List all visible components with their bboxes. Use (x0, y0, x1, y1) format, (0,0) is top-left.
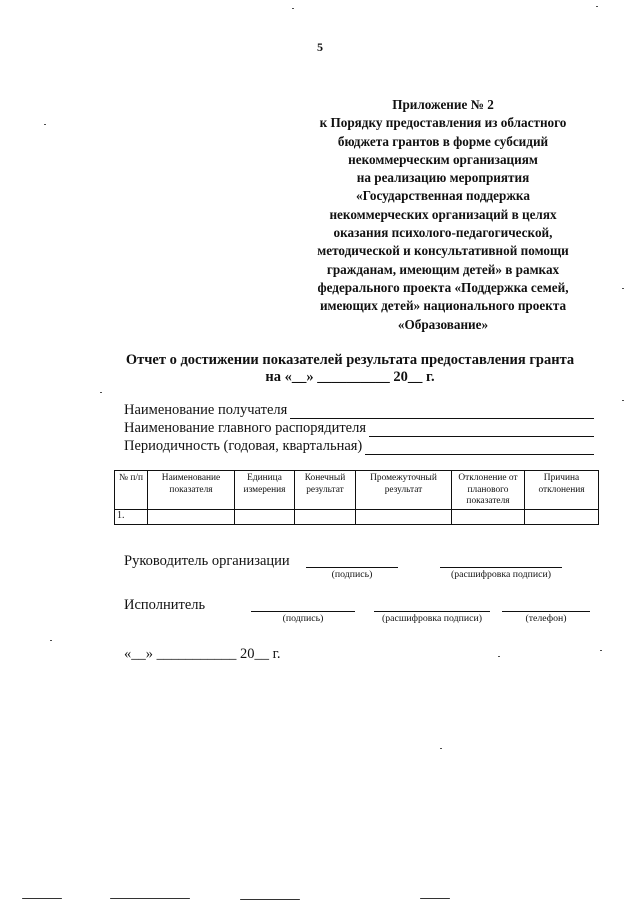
table-cell[interactable] (148, 510, 235, 525)
recipient-label: Наименование получателя (124, 402, 288, 418)
indicators-table (114, 470, 599, 525)
appendix-line: федерального проекта «Поддержка семей, (317, 279, 569, 295)
head-decoding-caption: (расшифровка подписи) (450, 569, 551, 580)
appendix-line: Приложение № 2 (392, 97, 494, 112)
column-header: Отклонение от планового показателя (452, 471, 525, 510)
executor-decoding-caption: (расшифровка подписи) (381, 613, 482, 624)
scan-speck (498, 656, 500, 657)
date-line: «__» ___________ 20__ г. (124, 646, 281, 662)
report-title-line: Отчет о достижении показателей результата предоставления гранта (125, 352, 575, 368)
head-label: Руководитель организации (124, 553, 290, 569)
appendix-line: некоммерческих организаций в целях (329, 206, 557, 222)
head-signature-caption: (подпись) (331, 569, 373, 580)
main-manager-input-line[interactable] (369, 422, 594, 437)
appendix-line: «Государственная поддержка (356, 188, 530, 204)
head-signature-line[interactable] (306, 567, 398, 568)
appendix-line: методической и консультативной помощи (317, 243, 569, 259)
appendix-line: на реализацию мероприятия (356, 170, 530, 186)
executor-phone-line[interactable] (502, 611, 590, 612)
scan-speck (110, 898, 190, 899)
appendix-line: гражданам, имеющим детей» в рамках (326, 261, 560, 277)
executor-decoding-line[interactable] (374, 611, 490, 612)
scan-speck (44, 124, 46, 125)
executor-label: Исполнитель (124, 597, 206, 613)
scan-speck (600, 650, 602, 651)
scan-speck (596, 6, 598, 7)
appendix-line: некоммерческим организациям (348, 151, 538, 167)
appendix-line: «Образование» (397, 316, 489, 332)
report-title (70, 352, 630, 386)
appendix-line: оказания психолого-педагогической, (333, 225, 553, 241)
report-date-line: на «__» __________ 20__ г. (265, 369, 435, 385)
table-cell[interactable]: 1. (115, 510, 148, 525)
column-header: Промежуточный результат (356, 471, 452, 510)
scan-speck (50, 640, 52, 641)
table-cell[interactable] (452, 510, 525, 525)
appendix-line: бюджета грантов в форме субсидий (337, 133, 549, 149)
scan-speck (622, 400, 624, 401)
recipient-field[interactable] (124, 401, 594, 419)
scan-speck (240, 899, 300, 900)
executor-phone-caption: (телефон) (525, 613, 567, 624)
table-cell[interactable] (525, 510, 599, 525)
appendix-header (280, 96, 606, 334)
main-manager-label: Наименование главного распорядителя (124, 420, 367, 436)
scan-speck (100, 392, 102, 393)
column-header: № п/п (115, 471, 148, 510)
scan-speck (292, 8, 294, 9)
appendix-line: к Порядку предоставления из областного (319, 115, 567, 131)
table-cell[interactable] (235, 510, 295, 525)
executor-signature-caption: (подпись) (282, 613, 324, 624)
periodicity-input-line[interactable] (365, 440, 594, 455)
table-cell[interactable] (295, 510, 356, 525)
column-header: Причина отклонения (525, 471, 599, 510)
periodicity-field[interactable] (124, 437, 594, 455)
scan-speck (622, 288, 624, 289)
column-header: Единица измерения (235, 471, 295, 510)
main-manager-field[interactable] (124, 419, 594, 437)
table-cell[interactable] (356, 510, 452, 525)
scan-speck (440, 748, 442, 749)
recipient-input-line[interactable] (290, 404, 594, 419)
appendix-line: имеющих детей» национального проекта (319, 298, 567, 314)
column-header: Наименование показателя (148, 471, 235, 510)
scan-speck (22, 898, 62, 899)
head-decoding-line[interactable] (440, 567, 562, 568)
executor-signature-line[interactable] (251, 611, 355, 612)
column-header: Конечный результат (295, 471, 356, 510)
table-row (115, 510, 599, 525)
periodicity-label: Периодичность (годовая, квартальная) (124, 438, 363, 454)
page-number: 5 (317, 40, 323, 54)
table-header-row (115, 471, 599, 510)
scan-speck (420, 898, 450, 899)
